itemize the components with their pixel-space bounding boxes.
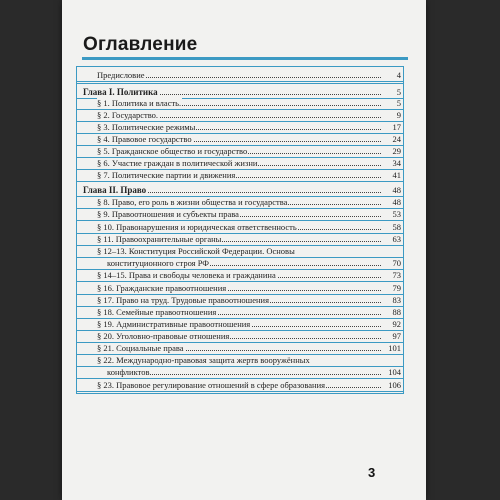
table-of-contents	[76, 66, 404, 394]
toc-entry-title: § 11. Правоохранительные органы	[97, 234, 222, 244]
toc-entry-row[interactable]	[77, 209, 403, 220]
toc-entry-row[interactable]	[77, 367, 403, 378]
toc-entry-row[interactable]	[77, 110, 403, 121]
toc-entry-row[interactable]	[77, 380, 403, 391]
toc-entry-page: 97	[392, 331, 401, 341]
toc-entry-page: 48	[392, 185, 401, 195]
toc-entry-page: 79	[392, 283, 401, 293]
toc-entry-title: § 12–13. Конституция Российской Федерации. Основы	[97, 246, 295, 256]
toc-entry-row[interactable]	[77, 170, 403, 181]
title-underline	[82, 57, 408, 60]
toc-entry-page: 17	[392, 122, 401, 132]
row-rule	[77, 378, 403, 379]
toc-entry-row[interactable]	[77, 343, 403, 354]
toc-entry-page: 70	[392, 258, 401, 268]
toc-entry-page: 41	[392, 170, 401, 180]
toc-entry-title: § 17. Право на труд. Трудовые правоотношения	[97, 295, 269, 305]
toc-entry-page: 88	[392, 307, 401, 317]
toc-entry-page: 29	[392, 146, 401, 156]
toc-entry-title: конфликтов	[107, 367, 150, 377]
toc-entry-title: § 7. Политические партии и движения	[97, 170, 236, 180]
toc-entry-page: 48	[392, 197, 401, 207]
toc-chapter-row[interactable]	[77, 87, 403, 98]
toc-entry-page: 24	[392, 134, 401, 144]
toc-entry-row[interactable]	[77, 355, 403, 366]
toc-entry-page: 101	[388, 343, 401, 353]
toc-entry-row[interactable]	[77, 295, 403, 306]
toc-entry-title: § 2. Государство.	[97, 110, 159, 120]
toc-entry-title: Глава II. Право	[83, 185, 147, 195]
toc-entry-row[interactable]	[77, 98, 403, 109]
toc-entry-page: 92	[392, 319, 401, 329]
toc-entry-page: 5	[396, 87, 401, 97]
row-rule	[77, 281, 403, 282]
toc-entry-page: 4	[396, 70, 401, 80]
toc-entry-page: 53	[392, 209, 401, 219]
toc-entry-row[interactable]	[77, 234, 403, 245]
toc-entry-row[interactable]	[77, 146, 403, 157]
toc-entry-page: 58	[392, 222, 401, 232]
toc-entry-row[interactable]	[77, 70, 403, 81]
toc-entry-page: 73	[392, 270, 401, 280]
toc-entry-title: Глава I. Политика	[83, 87, 158, 97]
toc-entry-title: § 8. Право, его роль в жизни общества и государства	[97, 197, 288, 207]
toc-entry-title: § 3. Политические режимы	[97, 122, 196, 132]
toc-entry-title: § 6. Участие граждан в политической жизни	[97, 158, 258, 168]
toc-entry-row[interactable]	[77, 331, 403, 342]
toc-entry-title: § 4. Правовое государство	[97, 134, 192, 144]
toc-entry-title: § 21. Социальные права	[97, 343, 184, 353]
toc-chapter-row[interactable]	[77, 185, 403, 196]
toc-entry-title: § 22. Международно-правовая защита жертв вооружённых	[97, 355, 310, 365]
toc-entry-row[interactable]	[77, 258, 403, 269]
row-rule	[77, 391, 403, 392]
toc-entry-title: § 9. Правоотношения и субъекты права	[97, 209, 239, 219]
toc-entry-page: 106	[388, 380, 401, 390]
toc-entry-row[interactable]	[77, 246, 403, 257]
toc-entry-row[interactable]	[77, 283, 403, 294]
toc-entry-row[interactable]	[77, 122, 403, 133]
toc-entry-row[interactable]	[77, 307, 403, 318]
row-rule	[77, 81, 403, 82]
toc-entry-row[interactable]	[77, 319, 403, 330]
toc-entry-title: § 16. Гражданские правоотношения	[97, 283, 227, 293]
toc-entry-title: § 14–15. Права и свободы человека и гражданина	[97, 270, 276, 280]
toc-entry-page: 83	[392, 295, 401, 305]
toc-entry-page: 9	[396, 110, 401, 120]
toc-entry-title: § 23. Правовое регулирование отношений в сфере образования	[97, 380, 326, 390]
toc-entry-row[interactable]	[77, 197, 403, 208]
book-page	[62, 0, 426, 500]
toc-entry-title: § 5. Гражданское общество и государство	[97, 146, 248, 156]
toc-entry-row[interactable]	[77, 134, 403, 145]
toc-entry-page: 34	[392, 158, 401, 168]
toc-entry-title: § 20. Уголовно-правовые отношения	[97, 331, 230, 341]
toc-entry-page: 104	[388, 367, 401, 377]
toc-entry-title: Предисловие	[97, 70, 145, 80]
toc-entry-page: 5	[396, 98, 401, 108]
toc-entry-title: § 18. Семейные правоотношения	[97, 307, 217, 317]
toc-entry-title: конституционного строя РФ	[107, 258, 209, 268]
toc-entry-row[interactable]	[77, 158, 403, 169]
section-separator	[77, 83, 403, 84]
toc-entry-title: § 1. Политика и власть.	[97, 98, 182, 108]
toc-entry-row[interactable]	[77, 222, 403, 233]
section-separator	[77, 181, 403, 182]
toc-entry-page: 63	[392, 234, 401, 244]
page-number: 3	[368, 465, 376, 480]
page-title: Оглавление	[83, 34, 198, 55]
toc-entry-title: § 10. Правонарушения и юридическая ответственность	[97, 222, 297, 232]
row-rule	[77, 220, 403, 221]
toc-entry-title: § 19. Административные правоотношения	[97, 319, 251, 329]
toc-entry-row[interactable]	[77, 270, 403, 281]
